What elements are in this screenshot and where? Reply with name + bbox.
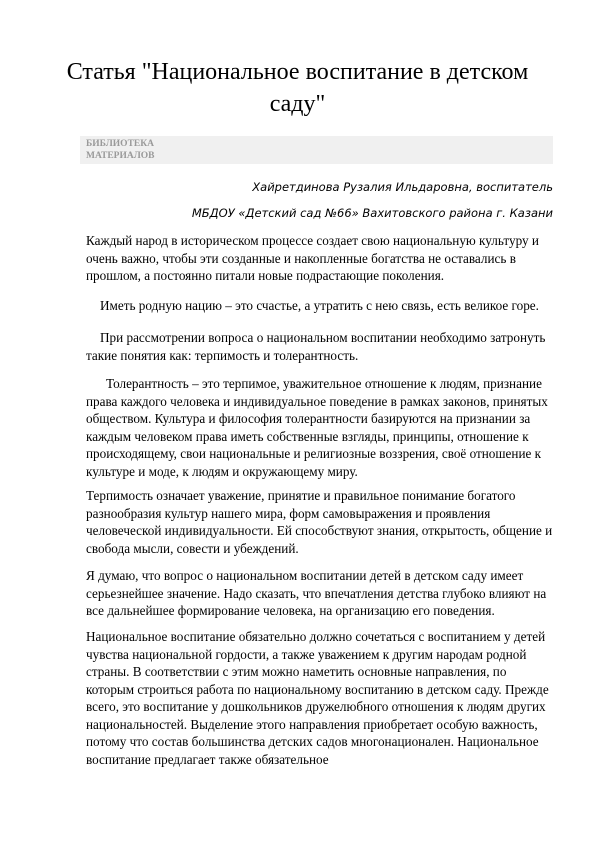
library-label: БИБЛИОТЕКА МАТЕРИАЛОВ [86, 139, 155, 161]
paragraph-text: Толерантность – это терпимое, уважительное отношение к людям, признание права каждого человека и индивидуальное поведение в рамках законов, принятых обществом. Культура и философия толерантности базируются на признании за каждым человеком права иметь собственные взгляды, принципы, отношение к происходящему, свои национальные и религиозные воззрения, своё отношение к культуре и моде, к людям и окружающему миру. [86, 376, 548, 479]
paragraph-7 [86, 628, 556, 768]
paragraph-2 [86, 297, 556, 315]
paragraph-text: При рассмотрении вопроса о национальном воспитании необходимо затронуть такие понятия как: терпимость и толерантность. [86, 330, 546, 363]
paragraph-3 [86, 329, 556, 364]
paragraph-5 [86, 487, 556, 557]
author-line: Хайретдинова Рузалия Ильдаровна, воспитатель [252, 180, 553, 194]
paragraph-text: Каждый народ в историческом процессе создает свою национальную культуру и очень важно, чтобы эти созданные и накопленные богатства не оставались в прошлом, а постоянно питали новые подрастающие поколения. [86, 233, 539, 283]
paragraph-text: Иметь родную нацию – это счастье, а утратить с нею связь, есть великое горе. [100, 298, 539, 313]
paragraph-6 [86, 567, 556, 620]
paragraph-4 [86, 375, 556, 480]
paragraph-text: Терпимость означает уважение, принятие и правильное понимание богатого разнообразия культур нашего мира, форм самовыражения и проявления человеческой индивидуальности. Ей способствуют знания, открытость, общение и свобода мысли, совести и убеждений. [86, 488, 553, 556]
library-banner [80, 136, 553, 164]
paragraph-text: Я думаю, что вопрос о национальном воспитании детей в детском саду имеет серьезнейшее значение. Надо сказать, что впечатления детства глубоко влияют на все дальнейшее формирование человека, на организацию его поведения. [86, 568, 547, 618]
paragraph-text: Национальное воспитание обязательно должно сочетаться с воспитанием у детей чувства национальной гордости, а также уважением к другим народам родной страны. В соответствии с этим можно наметить основные направления, по которым строиться работа по национальному воспитанию в детском саду. Прежде всего, это воспитание у дошкольников дружелюбного отношения к людям других национальностей. Выделение этого направления приобретает особую важность, потому что состав большинства детских садов многонационален. Национальное воспитание предлагает также обязательное [86, 629, 549, 767]
paragraph-1 [86, 232, 556, 285]
document-title: Статья "Национальное воспитание в детском саду" [66, 59, 529, 117]
organization-line: МБДОУ «Детский сад №66» Вахитовского района г. Казани [191, 206, 553, 220]
